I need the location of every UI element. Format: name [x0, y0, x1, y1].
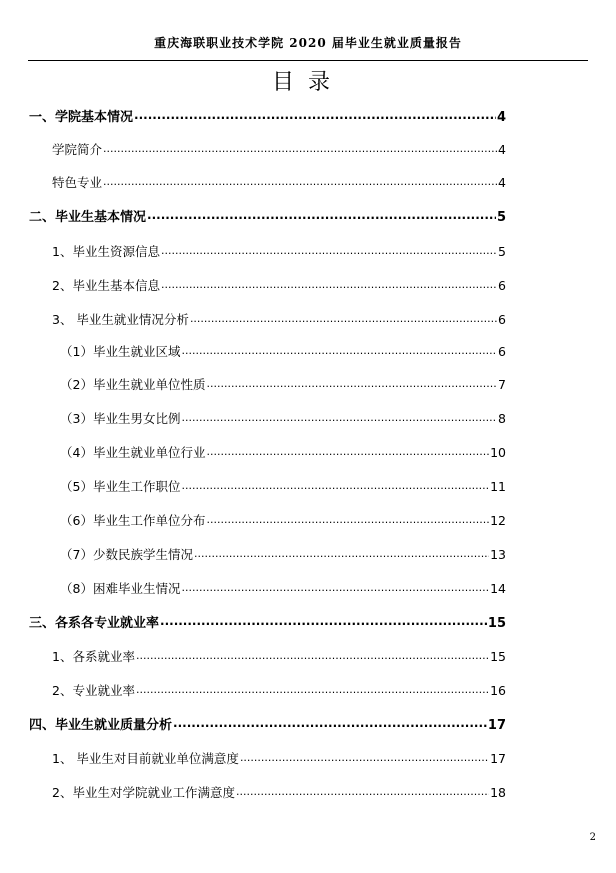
- toc-entry[interactable]: [52, 647, 506, 667]
- toc-entry-label: （5）毕业生工作职位: [60, 479, 181, 494]
- toc-entry[interactable]: [52, 173, 506, 193]
- toc-entry-label: 四、毕业生就业质量分析: [29, 718, 173, 733]
- dot-leader: [206, 509, 489, 530]
- toc-entry[interactable]: [60, 375, 506, 395]
- dot-leader: [206, 373, 497, 394]
- dot-leader: [206, 441, 489, 462]
- dot-leader: [136, 645, 489, 666]
- dot-leader: [161, 240, 497, 261]
- dot-leader: [194, 543, 489, 564]
- toc-entry[interactable]: [52, 242, 506, 262]
- toc-entry-page: 15: [487, 616, 506, 631]
- toc-title: 目录: [271, 70, 344, 95]
- toc-entry-label: 2、毕业生对学院就业工作满意度: [52, 785, 235, 800]
- toc-entry[interactable]: [60, 545, 506, 565]
- toc-entry-page: 10: [490, 445, 506, 460]
- dot-leader: [103, 171, 497, 192]
- toc-entry[interactable]: [52, 681, 506, 701]
- toc-entry-page: 4: [496, 110, 506, 125]
- dot-leader: [147, 205, 496, 226]
- toc-entry-label: 学院简介: [52, 142, 103, 157]
- toc-entry[interactable]: [29, 715, 506, 735]
- toc-entry[interactable]: [29, 107, 506, 127]
- toc-entry-page: 4: [498, 175, 506, 190]
- toc-entry-page: 18: [490, 785, 506, 800]
- toc-entry-label: 二、毕业生基本情况: [29, 210, 147, 225]
- toc-entry-label: 1、毕业生资源信息: [52, 244, 160, 259]
- dot-leader: [181, 577, 489, 598]
- toc-entry-label: （4）毕业生就业单位行业: [60, 445, 206, 460]
- toc-entry[interactable]: [29, 207, 506, 227]
- dot-leader: [190, 308, 497, 329]
- toc-entry-page: 7: [498, 377, 506, 392]
- toc-entry-label: 三、各系各专业就业率: [29, 616, 160, 631]
- toc-entry[interactable]: [52, 749, 506, 769]
- toc-entry-page: 5: [496, 210, 506, 225]
- dot-leader: [181, 340, 497, 361]
- toc-entry-label: （7）少数民族学生情况: [60, 547, 193, 562]
- dot-leader: [173, 713, 487, 734]
- toc-entry-label: 一、学院基本情况: [29, 110, 134, 125]
- dot-leader: [136, 679, 489, 700]
- running-header: 重庆海联职业技术学院 2020 届毕业生就业质量报告: [154, 36, 462, 50]
- toc-entry-page: 17: [490, 751, 506, 766]
- dot-leader: [160, 611, 487, 632]
- toc-entry-label: （2）毕业生就业单位性质: [60, 377, 206, 392]
- toc-entry-page: 11: [490, 479, 506, 494]
- toc-entry-page: 6: [498, 344, 506, 359]
- toc-entry[interactable]: [52, 276, 506, 296]
- toc-entry[interactable]: [60, 443, 506, 463]
- toc-entry[interactable]: [52, 783, 506, 803]
- toc-entry-page: 12: [490, 513, 506, 528]
- toc-entry[interactable]: [60, 409, 506, 429]
- toc-entry-label: （8）困难毕业生情况: [60, 581, 181, 596]
- toc-entry-label: （1）毕业生就业区域: [60, 344, 181, 359]
- toc-entry-page: 15: [490, 649, 506, 664]
- toc-entry-page: 13: [490, 547, 506, 562]
- toc-entry-label: （6）毕业生工作单位分布: [60, 513, 206, 528]
- toc-entry-label: （3）毕业生男女比例: [60, 411, 181, 426]
- toc-entry-label: 1、 毕业生对目前就业单位满意度: [52, 751, 239, 766]
- header-divider: [28, 60, 588, 61]
- dot-leader: [181, 475, 489, 496]
- toc-entry-label: 2、毕业生基本信息: [52, 278, 160, 293]
- dot-leader: [236, 781, 489, 802]
- toc-entry-label: 特色专业: [52, 175, 103, 190]
- toc-entry[interactable]: [52, 310, 506, 330]
- dot-leader: [161, 274, 497, 295]
- page-number: 2: [589, 832, 596, 843]
- toc-entry[interactable]: [60, 511, 506, 531]
- toc-entry[interactable]: [60, 477, 506, 497]
- toc-entry-page: 6: [498, 278, 506, 293]
- toc-entry-page: 17: [487, 718, 506, 733]
- toc-entry-page: 6: [498, 312, 506, 327]
- dot-leader: [181, 407, 497, 428]
- toc-entry-page: 8: [498, 411, 506, 426]
- toc-entry-page: 14: [490, 581, 506, 596]
- toc-entry-page: 5: [498, 244, 506, 259]
- dot-leader: [240, 747, 489, 768]
- toc-entry-label: 3、 毕业生就业情况分析: [52, 312, 189, 327]
- toc-entry[interactable]: [52, 140, 506, 160]
- toc-entry-label: 1、各系就业率: [52, 649, 135, 664]
- toc-entry-label: 2、专业就业率: [52, 683, 135, 698]
- toc-entry[interactable]: [60, 579, 506, 599]
- toc-entry[interactable]: [60, 342, 506, 362]
- toc-entry[interactable]: [29, 613, 506, 633]
- dot-leader: [134, 105, 496, 126]
- toc-entry-page: 4: [498, 142, 506, 157]
- dot-leader: [103, 138, 497, 159]
- toc-entry-page: 16: [490, 683, 506, 698]
